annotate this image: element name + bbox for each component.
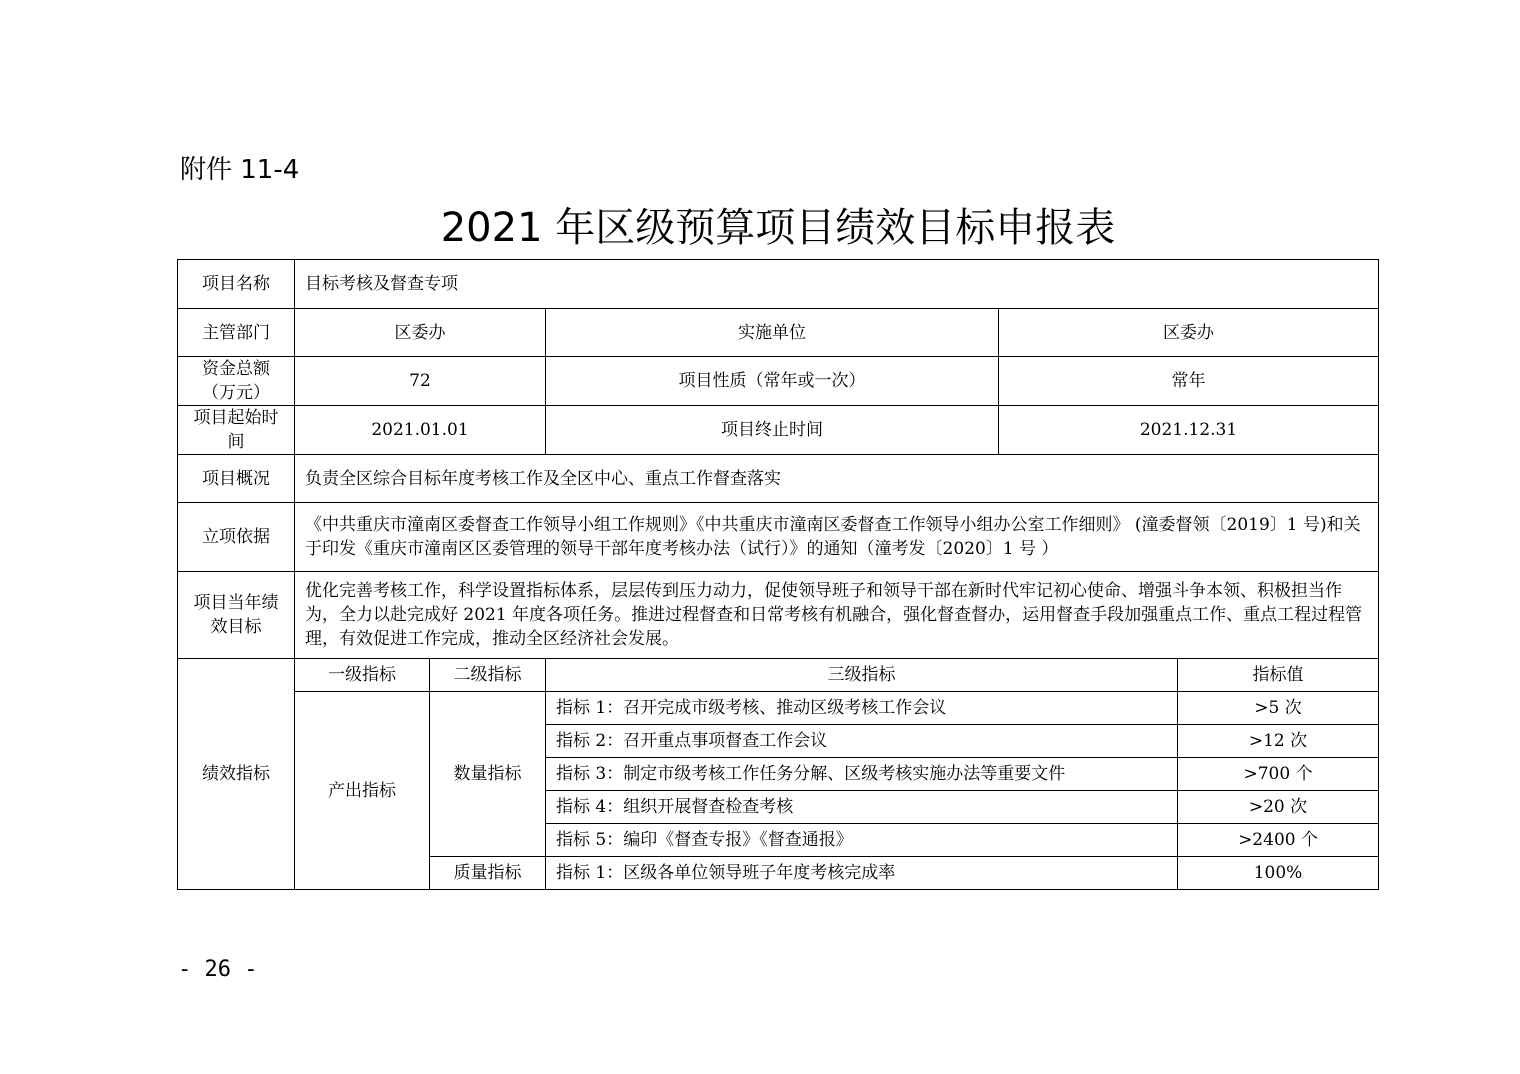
indicator-value: >2400 个 (1178, 824, 1379, 857)
impl-unit-label: 实施单位 (546, 309, 999, 357)
dept-value: 区委办 (295, 309, 546, 357)
nature-label: 项目性质（常年或一次） (546, 357, 999, 406)
row-overview (178, 455, 1379, 503)
attachment-label: 附件 11-4 (180, 155, 300, 185)
indicator-value: 100% (1178, 857, 1379, 890)
header-level1: 一级指标 (295, 659, 430, 692)
indicator-value: >5 次 (1178, 692, 1379, 725)
fund-value: 72 (295, 357, 546, 406)
indicator-value: >20 次 (1178, 791, 1379, 824)
level2-quality: 质量指标 (430, 857, 546, 890)
indicator-value: >12 次 (1178, 725, 1379, 758)
page-title: 2021 年区级预算项目绩效目标申报表 (440, 205, 1116, 251)
project-name-value: 目标考核及督查专项 (295, 260, 1379, 309)
fund-label: 资金总额（万元） (178, 357, 295, 406)
overview-value: 负责全区综合目标年度考核工作及全区中心、重点工作督查落实 (295, 455, 1379, 503)
table-row (178, 692, 1379, 725)
indicator-name: 指标 3：制定市级考核工作任务分解、区级考核实施办法等重要文件 (546, 758, 1178, 791)
dept-label: 主管部门 (178, 309, 295, 357)
start-value: 2021.01.01 (295, 406, 546, 455)
end-label: 项目终止时间 (546, 406, 999, 455)
page-number: - 26 - (178, 957, 258, 982)
nature-value: 常年 (999, 357, 1379, 406)
overview-label: 项目概况 (178, 455, 295, 503)
indicator-name: 指标 5：编印《督查专报》《督查通报》 (546, 824, 1178, 857)
row-basis (178, 503, 1379, 572)
indicator-name: 指标 2：召开重点事项督查工作会议 (546, 725, 1178, 758)
row-indicator-header (178, 659, 1379, 692)
basis-label: 立项依据 (178, 503, 295, 572)
level2-quantity: 数量指标 (430, 692, 546, 857)
end-value: 2021.12.31 (999, 406, 1379, 455)
row-project-name (178, 260, 1379, 309)
performance-form-table (177, 259, 1379, 890)
indicator-name: 指标 1：区级各单位领导班子年度考核完成率 (546, 857, 1178, 890)
indicator-name: 指标 4：组织开展督查检查考核 (546, 791, 1178, 824)
goal-label: 项目当年绩效目标 (178, 572, 295, 659)
project-name-label: 项目名称 (178, 260, 295, 309)
indicator-value: >700 个 (1178, 758, 1379, 791)
header-level2: 二级指标 (430, 659, 546, 692)
goal-value: 优化完善考核工作，科学设置指标体系，层层传到压力动力，促使领导班子和领导干部在新时代牢记初心使命、增强斗争本领、积极担当作为，全力以赴完成好 2021 年度各项任务。推进过程督查和日常考核有机融合，强化督查督办，运用督查手段加强重点工作、重点工程过程管理，有效促进工作完成，推动全区经济社会发展。 (295, 572, 1379, 659)
row-goal (178, 572, 1379, 659)
level1-output: 产出指标 (295, 692, 430, 890)
row-fund (178, 357, 1379, 406)
impl-unit-value: 区委办 (999, 309, 1379, 357)
perf-label: 绩效指标 (178, 659, 295, 890)
row-department (178, 309, 1379, 357)
row-time (178, 406, 1379, 455)
indicator-name: 指标 1：召开完成市级考核、推动区级考核工作会议 (546, 692, 1178, 725)
header-level3: 三级指标 (546, 659, 1178, 692)
start-label: 项目起始时间 (178, 406, 295, 455)
header-value: 指标值 (1178, 659, 1379, 692)
basis-value: 《中共重庆市潼南区委督查工作领导小组工作规则》《中共重庆市潼南区委督查工作领导小组办公室工作细则》 (潼委督领〔2019〕1 号)和关于印发《重庆市潼南区区委管理的领导干部年度考核办法（试行）》的通知（潼考发〔2020〕1 号 ） (295, 503, 1379, 572)
